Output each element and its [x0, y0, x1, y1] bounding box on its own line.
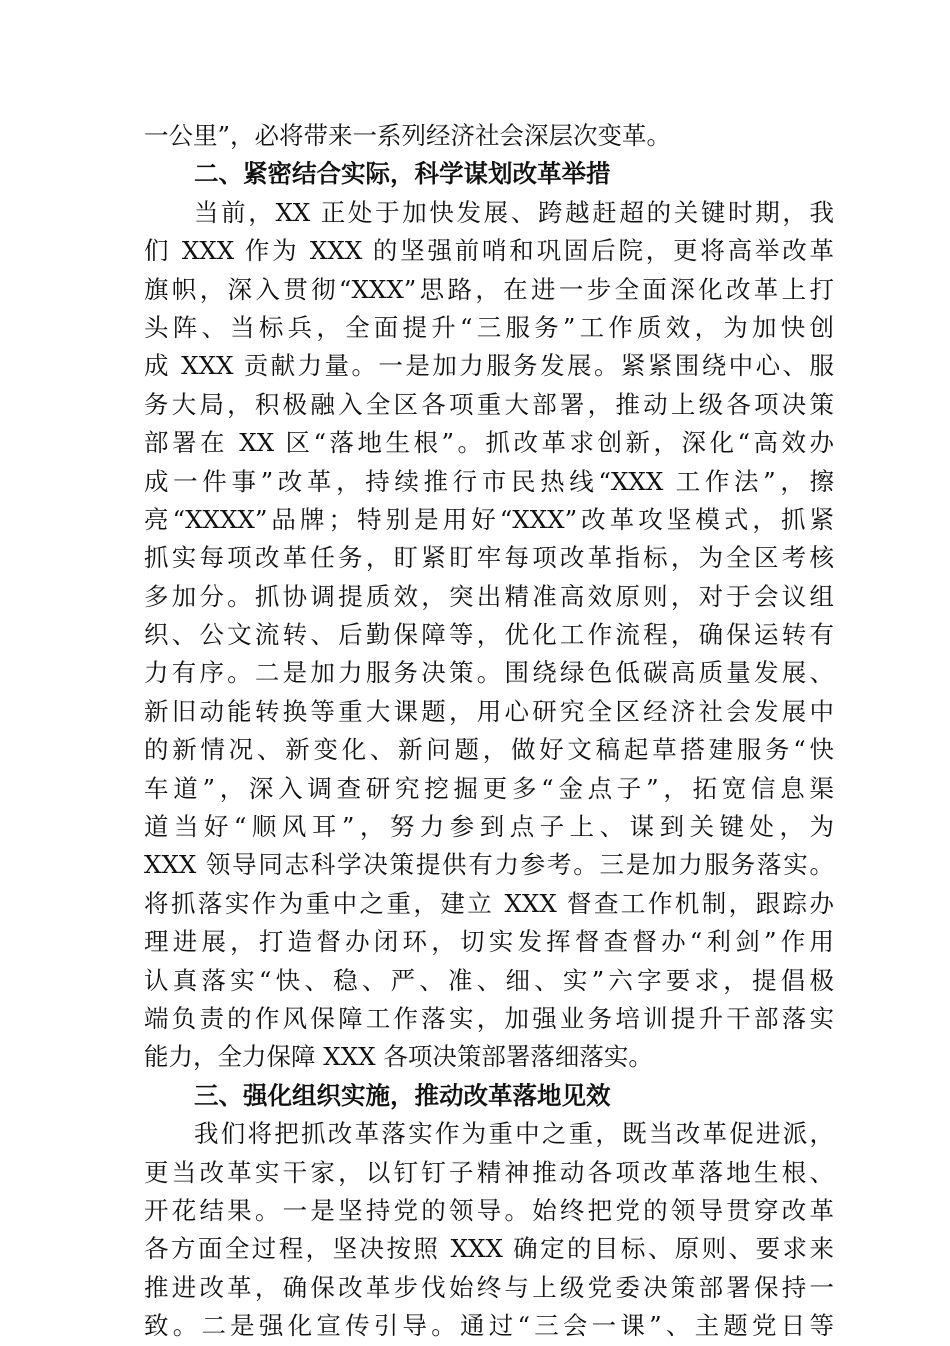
body-line: 务大局，积极融入全区各项重大部署，推动上级各项决策 — [144, 389, 834, 419]
body-line: 当前，XX 正处于加快发展、跨越赶超的关键时期，我 — [194, 197, 834, 227]
body-line: 各方面全过程，坚决按照 XXX 确定的目标、原则、要求来 — [144, 1234, 834, 1264]
body-line: 致。二是强化宣传引导。通过“三会一课”、主题党日等 — [144, 1311, 834, 1341]
body-line: 我们将把抓改革落实作为重中之重，既当改革促进派， — [194, 1119, 834, 1149]
body-line: 端负责的作风保障工作落实，加强业务培训提升干部落实 — [144, 1003, 834, 1033]
body-line: 旗帜，深入贯彻“XXX”思路，在进一步全面深化改革上打 — [144, 274, 834, 304]
body-line: 的新情况、新变化、新问题，做好文稿起草搭建服务“快 — [144, 735, 834, 765]
body-line: 认真落实“快、稳、严、准、细、实”六字要求，提倡极 — [144, 965, 834, 995]
section-heading-2: 二、紧密结合实际，科学谋划改革举措 — [194, 159, 611, 189]
body-line: 成一件事”改革，持续推行市民热线“XXX 工作法”，擦 — [144, 466, 834, 496]
body-line: 多加分。抓协调提质效，突出精准高效原则，对于会议组 — [144, 581, 834, 611]
body-line: 抓实每项改革任务，盯紧盯牢每项改革指标，为全区考核 — [144, 543, 834, 573]
body-line: 织、公文流转、后勤保障等，优化工作流程，确保运转有 — [144, 620, 834, 650]
body-line: 能力，全力保障 XXX 各项决策部署落细落实。 — [144, 1042, 653, 1072]
body-line: 新旧动能转换等重大课题，用心研究全区经济社会发展中 — [144, 696, 834, 726]
body-line: 将抓落实作为重中之重，建立 XXX 督查工作机制，跟踪办 — [144, 888, 834, 918]
body-line: 们 XXX 作为 XXX 的坚强前哨和巩固后院，更将高举改革 — [144, 236, 834, 266]
document-body — [144, 117, 834, 1346]
body-line: 推进改革，确保改革步伐始终与上级党委决策部署保持一 — [144, 1272, 834, 1302]
body-line: 车道”，深入调查研究挖掘更多“金点子”，拓宽信息渠 — [144, 773, 834, 803]
body-line: 头阵、当标兵，全面提升“三服务”工作质效，为加快创 — [144, 312, 834, 342]
body-line: 亮“XXXX”品牌；特别是用好“XXX”改革攻坚模式，抓紧 — [144, 504, 834, 534]
body-line: 理进展，打造督办闭环，切实发挥督查督办“利剑”作用 — [144, 927, 834, 957]
body-line: 道当好“顺风耳”，努力参到点子上、谋到关键处，为 — [144, 812, 834, 842]
body-line: 部署在 XX 区“落地生根”。抓改革求创新，深化“高效办 — [144, 428, 834, 458]
body-line: 一公里”，必将带来一系列经济社会深层次变革。 — [144, 121, 672, 150]
body-line: 开花结果。一是坚持党的领导。始终把党的领导贯穿改革 — [144, 1195, 834, 1225]
body-line: 力有序。二是加力服务决策。围绕绿色低碳高质量发展、 — [144, 658, 834, 688]
section-heading-3: 三、强化组织实施，推动改革落地见效 — [194, 1080, 611, 1110]
body-line: XXX 领导同志科学决策提供有力参考。三是加力服务落实。 — [144, 850, 834, 880]
body-line: 更当改革实干家，以钉钉子精神推动各项改革落地生根、 — [144, 1157, 834, 1187]
body-line: 成 XXX 贡献力量。一是加力服务发展。紧紧围绕中心、服 — [144, 351, 834, 381]
